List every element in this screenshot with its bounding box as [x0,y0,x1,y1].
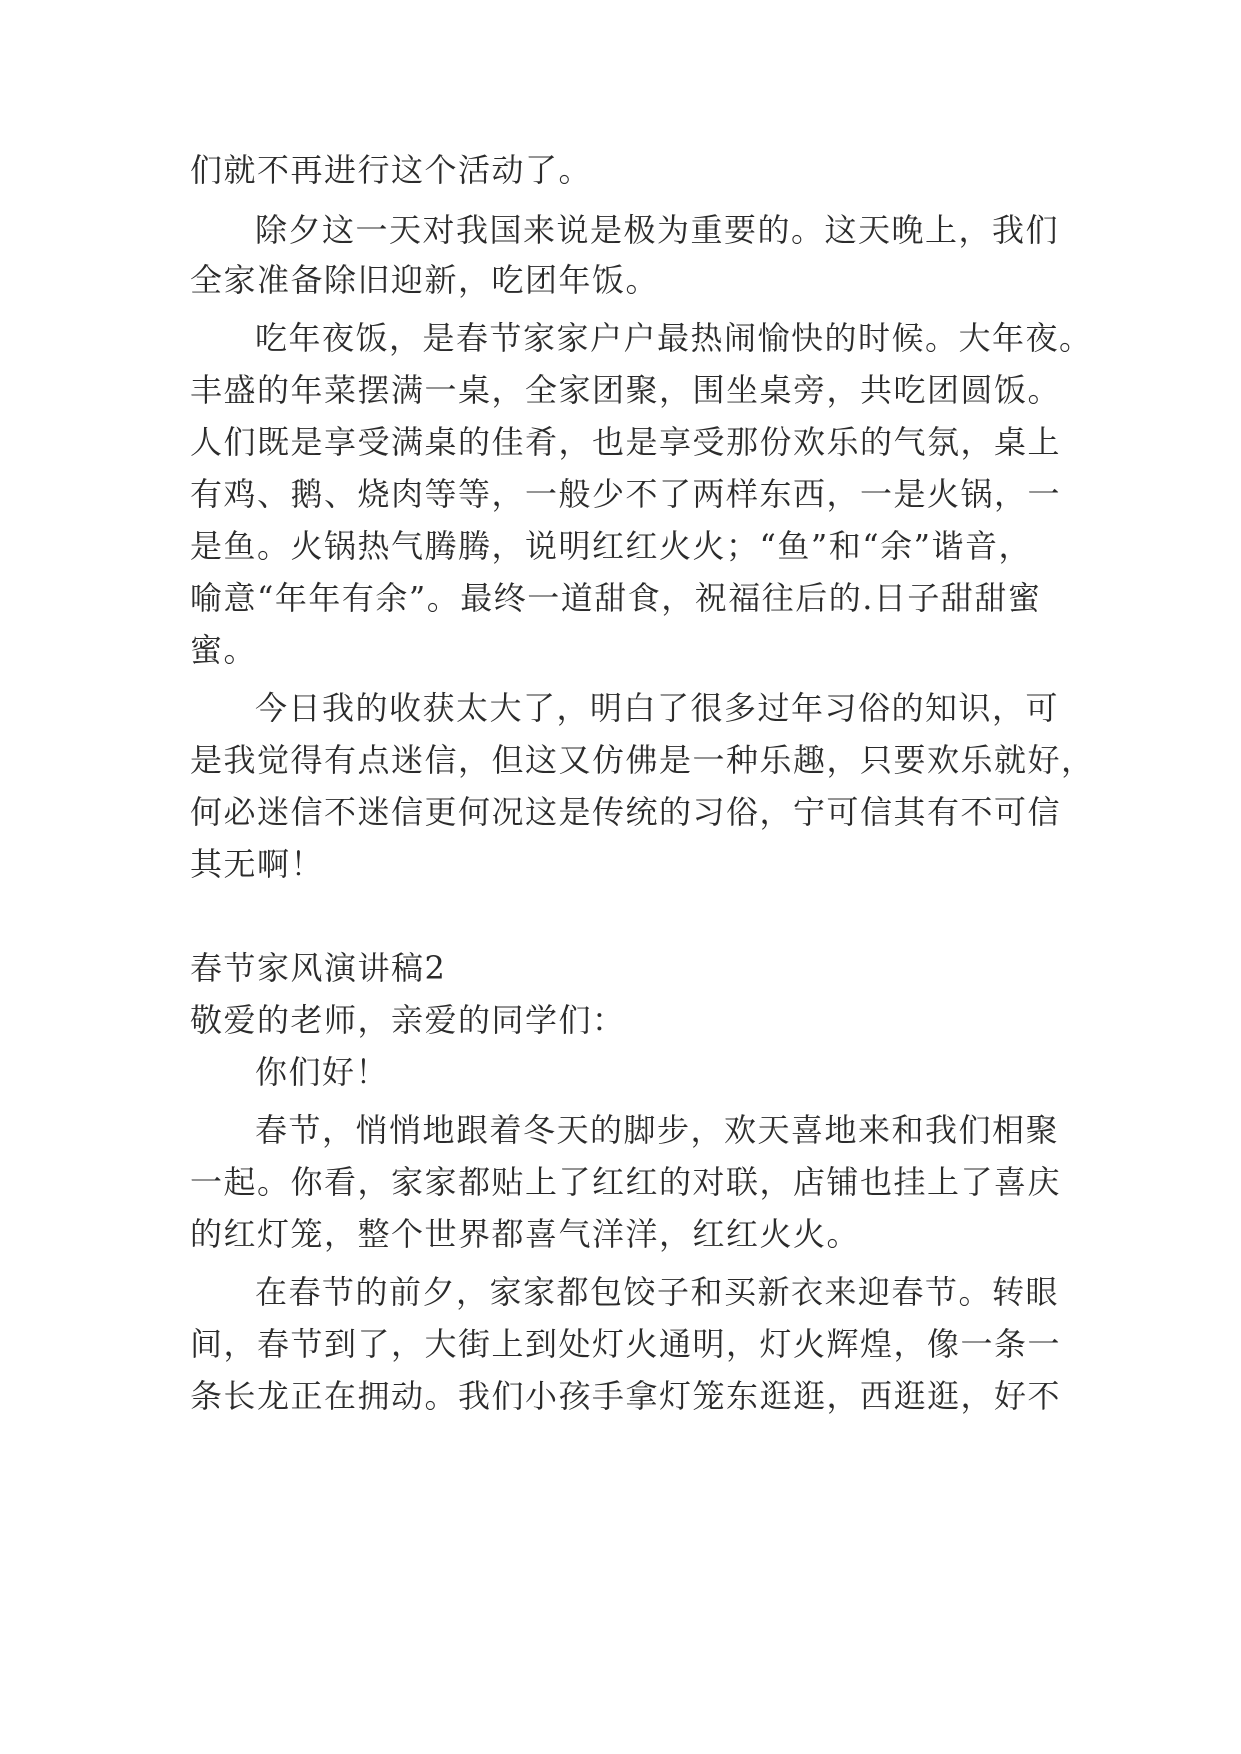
text-line: 吃年夜饭，是春节家家户户最热闹愉快的时候。大年夜。 [255,319,1093,357]
text-line: 是鱼。火锅热气腾腾，说明红红火火；“鱼”和“余”谐音， [190,527,1032,565]
text-line: 有鸡、鹅、烧肉等等，一般少不了两样东西，一是火锅，一 [190,475,1062,513]
text-line: 人们既是享受满桌的佳肴，也是享受那份欢乐的气氛，桌上 [190,423,1062,461]
text-line: 喻意“年年有余”。最终一道甜食，祝福往后的.日子甜甜蜜 [190,579,1042,617]
text-line: 除夕这一天对我国来说是极为重要的。这天晚上，我们 [255,211,1060,249]
text-line: 丰盛的年菜摆满一桌，全家团聚，围坐桌旁，共吃团圆饭。 [190,371,1062,409]
text-line: 全家准备除旧迎新，吃团年饭。 [190,261,660,299]
text-line: 们就不再进行这个活动了。 [190,151,593,189]
text-line: 间，春节到了，大街上到处灯火通明，灯火辉煌，像一条一 [190,1325,1062,1363]
text-line: 一起。你看，家家都贴上了红红的对联，店铺也挂上了喜庆 [190,1163,1062,1201]
text-line: 是我觉得有点迷信，但这又仿佛是一种乐趣，只要欢乐就好， [190,741,1095,779]
text-line: 何必迷信不迷信更何况这是传统的习俗，宁可信其有不可信 [190,793,1062,831]
text-line: 在春节的前夕，家家都包饺子和买新衣来迎春节。转眼 [255,1273,1060,1311]
section-title: 春节家风演讲稿2 [190,949,447,987]
text-line: 的红灯笼，整个世界都喜气洋洋，红红火火。 [190,1215,861,1253]
text-line: 蜜。 [190,631,258,669]
text-line: 条长龙正在拥动。我们小孩手拿灯笼东逛逛，西逛逛，好不 [190,1377,1062,1415]
salutation: 敬爱的老师，亲爱的同学们： [190,1001,626,1039]
text-line: 春节，悄悄地跟着冬天的脚步，欢天喜地来和我们相聚 [255,1111,1060,1149]
text-line: 今日我的收获太大了，明白了很多过年习俗的知识，可 [255,689,1060,727]
greeting: 你们好！ [255,1053,390,1091]
text-line: 其无啊！ [190,845,325,883]
